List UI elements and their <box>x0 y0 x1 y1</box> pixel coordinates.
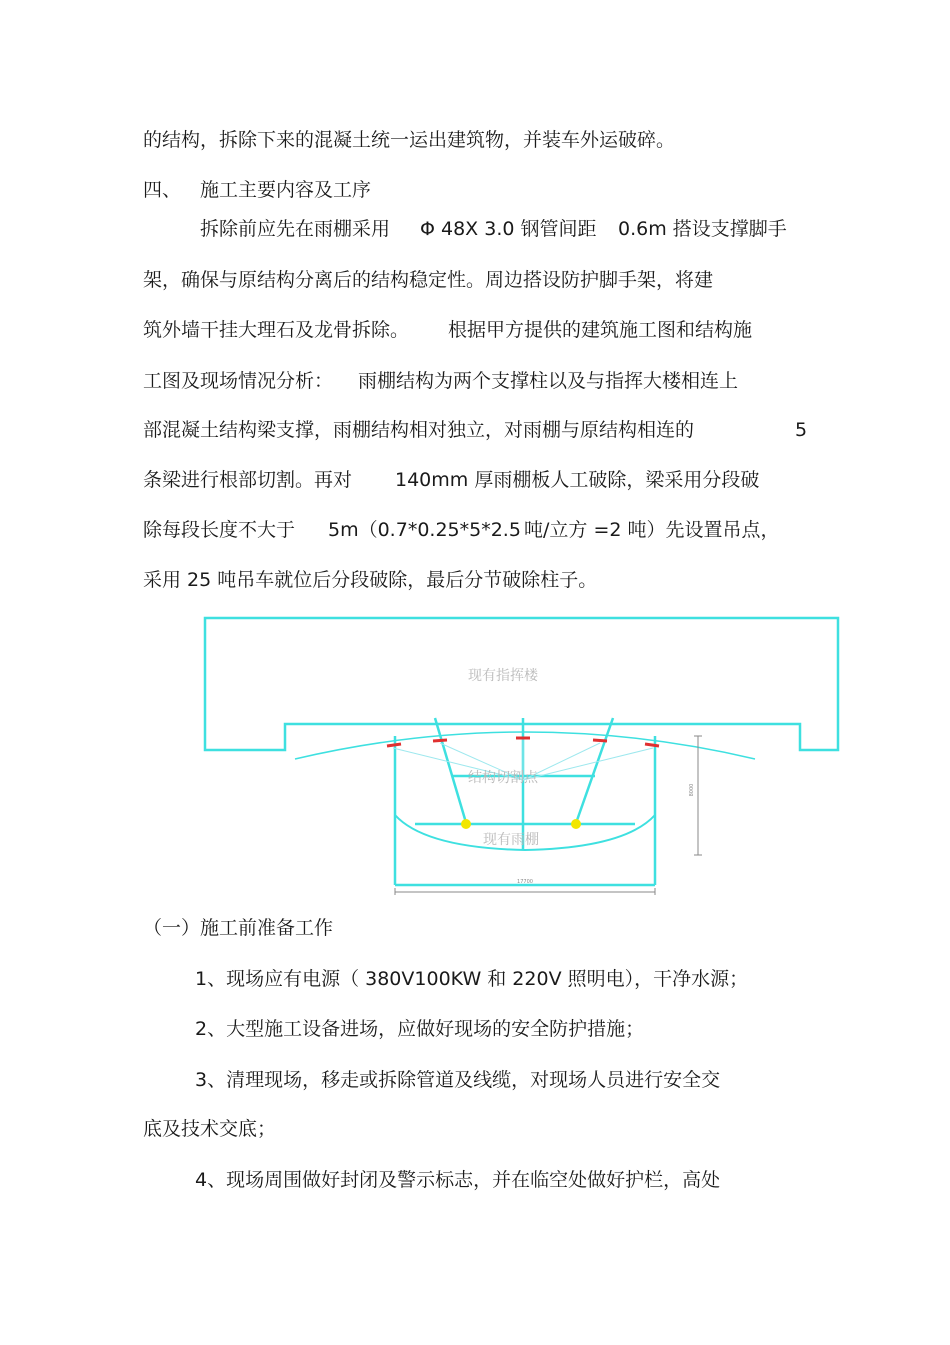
paragraph-line: 条梁进行根部切割。再对 <box>143 469 353 491</box>
width-dimension: 17700 <box>517 879 533 885</box>
cut-point-label: 结构切割点 <box>468 770 538 786</box>
list-item: 4、现场周围做好封闭及警示标志，并在临空处做好护栏，高处 <box>195 1169 721 1191</box>
building-outline <box>205 618 838 750</box>
canopy-top-arc <box>295 732 755 759</box>
section-title: 施工主要内容及工序 <box>200 179 372 201</box>
paragraph-line: 雨棚结构为两个支撑柱以及与指挥大楼相连上 <box>358 370 739 392</box>
list-item: 3、清理现场，移走或拆除管道及线缆，对现场人员进行安全交 <box>195 1069 721 1091</box>
list-item-continued: 底及技术交底； <box>143 1118 277 1140</box>
cut-mark <box>433 740 447 741</box>
lift-point <box>461 819 471 829</box>
lift-point <box>571 819 581 829</box>
paragraph-line: 部混凝土结构梁支撑，雨棚结构相对独立，对雨棚与原结构相连的 <box>143 419 695 441</box>
section-number: 四、 <box>143 179 182 201</box>
canopy-demolition-diagram <box>195 610 850 895</box>
paragraph-line: 的结构，拆除下来的混凝土统一运出建筑物，并装车外运破碎。 <box>143 129 676 151</box>
cut-mark <box>593 740 607 741</box>
subsection-title: （一）施工前准备工作 <box>143 917 334 939</box>
paragraph-line: 筑外墙干挂大理石及龙骨拆除。 <box>143 319 410 341</box>
building-label: 现有指挥楼 <box>468 668 538 684</box>
paragraph-line: 根据甲方提供的建筑施工图和结构施 <box>448 319 753 341</box>
paragraph-line: Φ 48X 3.0 钢管间距 <box>420 218 597 240</box>
list-item: 2、大型施工设备进场，应做好现场的安全防护措施； <box>195 1018 645 1040</box>
paragraph-line: 拆除前应先在雨棚采用 <box>200 218 391 240</box>
paragraph-line: 架，确保与原结构分离后的结构稳定性。周边搭设防护脚手架，将建 <box>143 269 714 291</box>
paragraph-line: 工图及现场情况分析： <box>143 370 334 392</box>
paragraph-line: 5 <box>795 419 808 441</box>
cut-mark <box>387 744 401 746</box>
paragraph-line: 除每段长度不大于 <box>143 519 296 541</box>
paragraph-line: 采用 25 吨吊车就位后分段破除，最后分节破除柱子。 <box>143 569 598 591</box>
canopy-label: 现有雨棚 <box>483 832 539 848</box>
paragraph-line: 140mm 厚雨棚板人工破除，梁采用分段破 <box>395 469 760 491</box>
paragraph-line: 0.6m 搭设支撑脚手 <box>618 218 787 240</box>
paragraph-line: 吨/立方 =2 吨）先设置吊点， <box>524 519 780 541</box>
paragraph-line: 5m（0.7*0.25*5*2.5 <box>328 519 521 541</box>
cut-mark <box>645 744 659 746</box>
height-dimension: 8000 <box>689 783 695 797</box>
list-item: 1、现场应有电源（ 380V100KW 和 220V 照明电），干净水源； <box>195 968 749 990</box>
